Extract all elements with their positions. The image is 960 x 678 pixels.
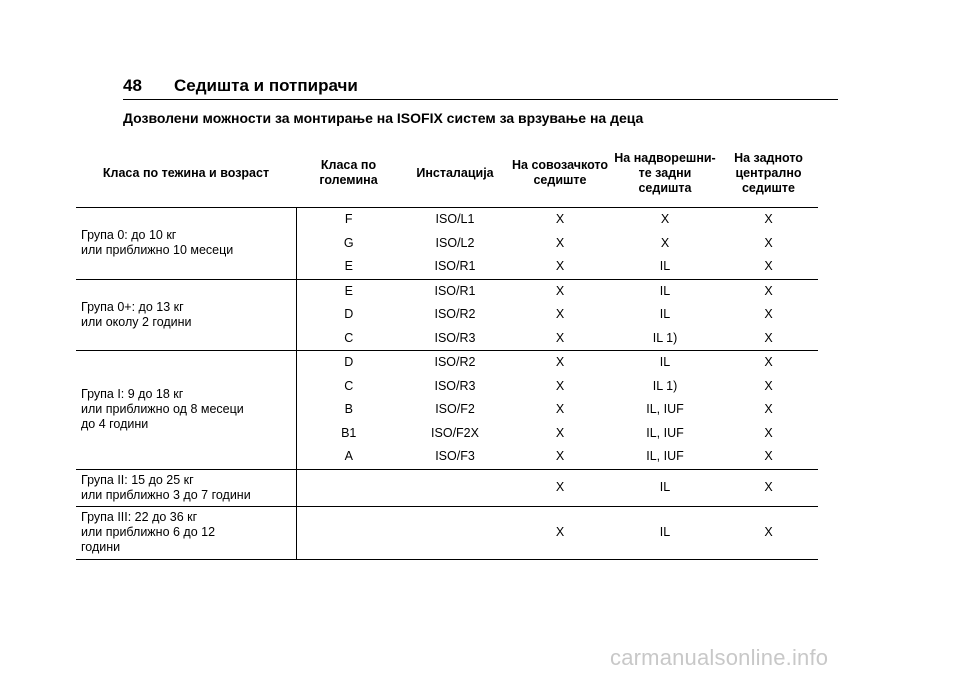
installation-cell: ISO/L2 (435, 235, 475, 250)
size-class-cell: B1 (341, 425, 357, 440)
group-label-cell (76, 279, 296, 351)
size-class-cell: E (296, 255, 401, 279)
chapter-title: Седишта и потпирачи (174, 76, 358, 95)
installation-cell: ISO/R1 (434, 283, 476, 298)
rear-center-seat-cell: X (719, 327, 818, 351)
outer-rear-seats-cell: IL, IUF (646, 402, 684, 417)
group-label-cell (76, 351, 296, 470)
column-header-weight-class: Класа по тежина и возраст (76, 139, 296, 208)
group-label-line: или приближно од 8 месеци (81, 402, 244, 417)
passenger-seat-cell: X (509, 255, 611, 279)
table-row (76, 506, 818, 559)
passenger-seat-cell: X (509, 327, 611, 351)
rear-center-seat-cell: X (719, 255, 818, 279)
group-label-line: до 4 години (81, 417, 149, 432)
table-row (76, 469, 818, 506)
rear-center-seat-cell: X (764, 307, 773, 322)
rear-center-seat-cell: X (764, 355, 773, 370)
page-number: 48 (123, 76, 142, 95)
rear-center-seat-cell: X (764, 212, 773, 227)
group-label-line: Група I: 9 до 18 кг (81, 387, 184, 402)
outer-rear-seats-cell: IL 1) (611, 327, 719, 351)
installation-cell: ISO/R1 (401, 255, 509, 279)
watermark: carmanualsonline.info (610, 645, 829, 670)
installation-cell: ISO/R3 (401, 327, 509, 351)
rear-center-seat-cell: X (764, 378, 773, 393)
rear-center-seat-cell: X (764, 235, 773, 250)
size-class-cell: B (344, 402, 353, 417)
installation-cell: ISO/R3 (434, 378, 476, 393)
group-label-line: или околу 2 години (81, 314, 192, 329)
installation-cell (401, 506, 509, 559)
rear-center-seat-cell: X (719, 506, 818, 559)
group-label-line: Група II: 15 до 25 кг (81, 472, 194, 487)
column-header-size-class: Класа по големина (296, 139, 401, 208)
outer-rear-seats-cell: IL (659, 355, 671, 370)
passenger-seat-cell: X (555, 402, 565, 417)
table-header-row (76, 139, 818, 208)
size-class-cell: C (296, 327, 401, 351)
table-row (76, 279, 818, 303)
installation-cell: ISO/F3 (401, 445, 509, 469)
outer-rear-seats-cell: IL, IUF (646, 425, 684, 440)
passenger-seat-cell: X (555, 212, 565, 227)
size-class-cell (296, 469, 401, 506)
outer-rear-seats-cell: IL (611, 506, 719, 559)
passenger-seat-cell: X (555, 378, 565, 393)
group-label-line: Група 0: до 10 кг (81, 228, 177, 243)
table-row (76, 208, 818, 232)
section-title: Дозволени можности за монтирање на ISOFIX систем за врзување на деца (123, 110, 644, 126)
passenger-seat-cell: X (555, 235, 565, 250)
group-label-line: години (81, 540, 121, 554)
passenger-seat-cell: X (509, 469, 611, 506)
isofix-table (76, 139, 818, 560)
rear-center-seat-cell: X (764, 283, 773, 298)
size-class-cell: D (344, 307, 354, 322)
group-label-line: или приближно 10 месеци (81, 243, 234, 258)
installation-cell: ISO/L1 (435, 212, 475, 227)
outer-rear-seats-cell: IL, IUF (611, 445, 719, 469)
group-label-line: или приближно 3 до 7 години (81, 487, 251, 502)
group-label-line: Група III: 22 до 36 кг (81, 510, 198, 524)
size-class-cell: G (343, 235, 354, 250)
size-class-cell (296, 506, 401, 559)
size-class-cell: E (344, 283, 353, 298)
column-header-outer-rear-seats: На надворешни-те задни седишта (611, 139, 719, 208)
passenger-seat-cell: X (555, 307, 565, 322)
group-label-line: Група 0+: до 13 кг (81, 299, 184, 314)
table-body (76, 208, 818, 560)
outer-rear-seats-cell: X (660, 235, 670, 250)
passenger-seat-cell: X (509, 506, 611, 559)
outer-rear-seats-cell: IL (659, 307, 671, 322)
passenger-seat-cell: X (555, 425, 565, 440)
rear-center-seat-cell: X (764, 402, 773, 417)
page-header (123, 76, 358, 96)
passenger-seat-cell: X (509, 445, 611, 469)
group-label-cell (76, 469, 296, 506)
outer-rear-seats-cell: IL (611, 469, 719, 506)
column-header-passenger-seat: На совозачкото седиште (509, 139, 611, 208)
outer-rear-seats-cell: X (660, 212, 670, 227)
size-class-cell: D (344, 355, 354, 370)
passenger-seat-cell: X (555, 283, 565, 298)
group-label-line: или приближно 6 до 12 (81, 525, 216, 539)
outer-rear-seats-cell: IL (611, 255, 719, 279)
outer-rear-seats-cell: IL (659, 283, 671, 298)
size-class-cell: A (296, 445, 401, 469)
group-label-cell (76, 506, 296, 559)
installation-cell (401, 469, 509, 506)
rear-center-seat-cell: X (719, 469, 818, 506)
installation-cell: ISO/F2 (435, 402, 475, 417)
header-rule (123, 99, 838, 100)
installation-cell: ISO/R2 (434, 355, 476, 370)
passenger-seat-cell: X (555, 355, 565, 370)
rear-center-seat-cell: X (764, 425, 773, 440)
outer-rear-seats-cell: IL 1) (652, 378, 678, 393)
size-class-cell: F (344, 212, 353, 227)
installation-cell: ISO/F2X (431, 425, 479, 440)
column-header-rear-center-seat: На задното централно седиште (719, 139, 818, 208)
table-row (76, 351, 818, 375)
installation-cell: ISO/R2 (434, 307, 476, 322)
column-header-installation: Инсталација (401, 139, 509, 208)
rear-center-seat-cell: X (719, 445, 818, 469)
group-label-cell (76, 208, 296, 280)
size-class-cell: C (344, 378, 354, 393)
